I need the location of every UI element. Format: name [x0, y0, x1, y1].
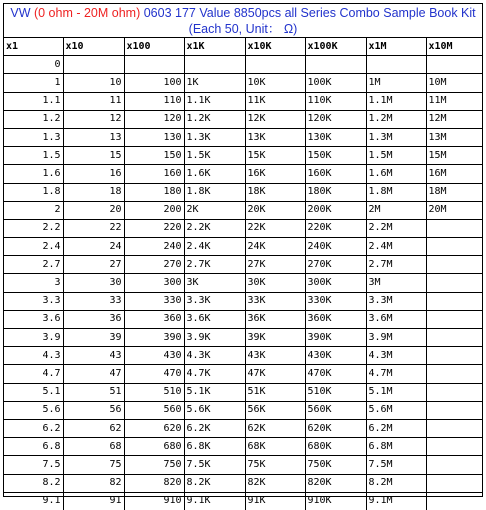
table-cell: 510 — [124, 383, 184, 401]
table-cell: 5.1M — [366, 383, 426, 401]
table-row — [4, 329, 482, 347]
column-header: x100 — [124, 38, 184, 56]
table-cell: 39K — [245, 329, 305, 347]
table-cell — [245, 56, 305, 74]
table-cell: 1.2K — [184, 110, 245, 128]
table-cell: 18M — [426, 183, 482, 201]
table-cell: 130 — [124, 128, 184, 146]
table-cell: 100K — [305, 74, 366, 92]
table-cell: 33K — [245, 292, 305, 310]
kit-title-line-1 — [4, 5, 482, 21]
table-cell: 6.8M — [366, 438, 426, 456]
table-cell: 750 — [124, 456, 184, 474]
table-cell: 15K — [245, 147, 305, 165]
table-cell: 360K — [305, 310, 366, 328]
table-cell: 160K — [305, 165, 366, 183]
column-header: x10K — [245, 38, 305, 56]
table-row — [4, 401, 482, 419]
table-row — [4, 165, 482, 183]
table-cell: 82K — [245, 474, 305, 492]
table-cell — [426, 347, 482, 365]
table-cell: 3.3M — [366, 292, 426, 310]
table-cell: 1.3K — [184, 128, 245, 146]
table-cell: 5.6M — [366, 401, 426, 419]
table-cell: 12 — [63, 110, 124, 128]
column-header: x100K — [305, 38, 366, 56]
table-cell: 6.8 — [4, 438, 63, 456]
table-row — [4, 256, 482, 274]
table-cell: 360 — [124, 310, 184, 328]
table-row — [4, 110, 482, 128]
table-cell: 12K — [245, 110, 305, 128]
table-cell: 5.6 — [4, 401, 63, 419]
table-cell: 12M — [426, 110, 482, 128]
table-cell: 1.8K — [184, 183, 245, 201]
table-cell — [426, 274, 482, 292]
table-cell: 5.1 — [4, 383, 63, 401]
table-cell: 11K — [245, 92, 305, 110]
table-cell: 1.3 — [4, 128, 63, 146]
table-cell: 6.8K — [184, 438, 245, 456]
table-cell: 36K — [245, 310, 305, 328]
table-cell: 390 — [124, 329, 184, 347]
table-cell: 2.7M — [366, 256, 426, 274]
table-cell: 9.1K — [184, 492, 245, 510]
table-cell — [426, 365, 482, 383]
table-cell: 1.8 — [4, 183, 63, 201]
table-cell: 75K — [245, 456, 305, 474]
table-row — [4, 274, 482, 292]
table-cell: 2.4 — [4, 238, 63, 256]
table-cell: 620K — [305, 419, 366, 437]
column-header: x1 — [4, 38, 63, 56]
table-cell: 82 — [63, 474, 124, 492]
table-cell: 110 — [124, 92, 184, 110]
table-row — [4, 238, 482, 256]
table-cell — [426, 383, 482, 401]
table-cell: 13M — [426, 128, 482, 146]
table-cell: 13 — [63, 128, 124, 146]
table-cell: 200K — [305, 201, 366, 219]
kit-title-main: 0603 177 Value 8850pcs all Series Combo Sample Book Kit — [140, 6, 476, 20]
table-cell: 220K — [305, 219, 366, 237]
table-cell: 2.4M — [366, 238, 426, 256]
table-cell: 240 — [124, 238, 184, 256]
table-cell — [124, 56, 184, 74]
table-cell: 220 — [124, 219, 184, 237]
table-cell: 2.7K — [184, 256, 245, 274]
table-cell: 7.5K — [184, 456, 245, 474]
table-cell: 62K — [245, 419, 305, 437]
table-cell: 1.1K — [184, 92, 245, 110]
table-cell: 20M — [426, 201, 482, 219]
table-row — [4, 74, 482, 92]
table-cell: 47 — [63, 365, 124, 383]
table-cell: 390K — [305, 329, 366, 347]
table-cell — [366, 56, 426, 74]
table-cell: 7.5M — [366, 456, 426, 474]
table-cell: 1.8M — [366, 183, 426, 201]
table-cell — [426, 474, 482, 492]
table-cell: 8.2M — [366, 474, 426, 492]
table-cell: 6.2M — [366, 419, 426, 437]
table-cell: 270 — [124, 256, 184, 274]
table-cell: 8.2K — [184, 474, 245, 492]
table-row — [4, 56, 482, 74]
table-cell: 0 — [4, 56, 63, 74]
kit-title-line-2: (Each 50, Unit： Ω) — [188, 22, 298, 36]
table-cell — [426, 238, 482, 256]
table-cell: 120K — [305, 110, 366, 128]
table-cell: 20K — [245, 201, 305, 219]
table-row — [4, 365, 482, 383]
table-row — [4, 492, 482, 510]
table-cell: 3K — [184, 274, 245, 292]
table-cell: 22 — [63, 219, 124, 237]
table-cell: 56K — [245, 401, 305, 419]
table-cell: 3.9M — [366, 329, 426, 347]
table-cell: 51K — [245, 383, 305, 401]
table-cell: 3.6K — [184, 310, 245, 328]
table-cell: 4.7M — [366, 365, 426, 383]
kit-title-range: (0 ohm - 20M ohm) — [33, 6, 141, 20]
table-cell: 1.5K — [184, 147, 245, 165]
column-header: x10 — [63, 38, 124, 56]
table-cell: 1.1 — [4, 92, 63, 110]
table-cell — [426, 401, 482, 419]
table-cell — [426, 329, 482, 347]
table-cell — [426, 292, 482, 310]
table-row — [4, 347, 482, 365]
kit-title-prefix: VW — [10, 6, 34, 20]
table-cell: 6.2 — [4, 419, 63, 437]
table-cell: 27K — [245, 256, 305, 274]
table-header-row — [4, 38, 482, 56]
table-cell: 680K — [305, 438, 366, 456]
table-cell: 330K — [305, 292, 366, 310]
table-row — [4, 219, 482, 237]
table-cell: 20 — [63, 201, 124, 219]
table-row — [4, 383, 482, 401]
table-cell: 10M — [426, 74, 482, 92]
table-cell: 1M — [366, 74, 426, 92]
table-cell: 510K — [305, 383, 366, 401]
table-cell — [426, 256, 482, 274]
table-cell: 91 — [63, 492, 124, 510]
table-cell: 2.2M — [366, 219, 426, 237]
kit-title — [4, 4, 482, 38]
table-cell: 5.6K — [184, 401, 245, 419]
table-cell: 62 — [63, 419, 124, 437]
table-cell: 150K — [305, 147, 366, 165]
table-cell: 43K — [245, 347, 305, 365]
table-cell: 9.1 — [4, 492, 63, 510]
table-cell — [426, 456, 482, 474]
table-cell: 150 — [124, 147, 184, 165]
column-header: x10M — [426, 38, 482, 56]
table-body — [4, 56, 482, 510]
table-cell: 3.9 — [4, 329, 63, 347]
table-cell: 680 — [124, 438, 184, 456]
table-cell: 2K — [184, 201, 245, 219]
table-cell — [184, 56, 245, 74]
resistor-value-table — [4, 38, 482, 510]
table-cell: 160 — [124, 165, 184, 183]
table-cell: 470 — [124, 365, 184, 383]
table-cell: 3.3K — [184, 292, 245, 310]
table-cell: 1K — [184, 74, 245, 92]
table-cell — [63, 56, 124, 74]
table-cell: 27 — [63, 256, 124, 274]
table-row — [4, 438, 482, 456]
table-cell: 56 — [63, 401, 124, 419]
table-cell: 560 — [124, 401, 184, 419]
table-cell: 33 — [63, 292, 124, 310]
table-cell — [426, 56, 482, 74]
table-cell: 10 — [63, 74, 124, 92]
table-cell: 16K — [245, 165, 305, 183]
table-cell: 910K — [305, 492, 366, 510]
table-cell: 22K — [245, 219, 305, 237]
table-cell: 1.5 — [4, 147, 63, 165]
table-cell: 18 — [63, 183, 124, 201]
table-cell: 6.2K — [184, 419, 245, 437]
table-cell: 100 — [124, 74, 184, 92]
table-cell: 130K — [305, 128, 366, 146]
table-cell: 560K — [305, 401, 366, 419]
table-cell: 1.1M — [366, 92, 426, 110]
table-cell: 4.7K — [184, 365, 245, 383]
table-cell: 75 — [63, 456, 124, 474]
table-cell: 30K — [245, 274, 305, 292]
table-cell: 51 — [63, 383, 124, 401]
table-cell: 30 — [63, 274, 124, 292]
table-cell: 330 — [124, 292, 184, 310]
table-cell: 13K — [245, 128, 305, 146]
value-table-sheet — [3, 3, 483, 507]
table-cell: 1.6K — [184, 165, 245, 183]
table-cell: 180 — [124, 183, 184, 201]
table-cell: 910 — [124, 492, 184, 510]
table-cell: 11M — [426, 92, 482, 110]
table-cell: 3.3 — [4, 292, 63, 310]
table-cell — [426, 219, 482, 237]
table-cell: 1.2 — [4, 110, 63, 128]
table-cell: 24K — [245, 238, 305, 256]
table-cell: 47K — [245, 365, 305, 383]
table-cell: 2.2K — [184, 219, 245, 237]
table-cell: 110K — [305, 92, 366, 110]
table-cell: 1.5M — [366, 147, 426, 165]
table-row — [4, 474, 482, 492]
table-cell: 430K — [305, 347, 366, 365]
table-cell: 470K — [305, 365, 366, 383]
table-cell: 24 — [63, 238, 124, 256]
table-cell: 2M — [366, 201, 426, 219]
table-cell — [426, 310, 482, 328]
table-cell: 300K — [305, 274, 366, 292]
table-cell: 1.6M — [366, 165, 426, 183]
table-row — [4, 128, 482, 146]
table-cell: 430 — [124, 347, 184, 365]
table-cell: 820 — [124, 474, 184, 492]
table-cell: 1.6 — [4, 165, 63, 183]
table-cell: 68K — [245, 438, 305, 456]
table-cell — [305, 56, 366, 74]
table-cell: 270K — [305, 256, 366, 274]
table-row — [4, 419, 482, 437]
table-cell: 11 — [63, 92, 124, 110]
table-cell: 200 — [124, 201, 184, 219]
table-cell: 7.5 — [4, 456, 63, 474]
column-header: x1K — [184, 38, 245, 56]
table-cell: 8.2 — [4, 474, 63, 492]
table-cell: 16M — [426, 165, 482, 183]
table-row — [4, 292, 482, 310]
table-cell: 2.2 — [4, 219, 63, 237]
table-cell: 180K — [305, 183, 366, 201]
table-cell: 1 — [4, 74, 63, 92]
table-cell: 620 — [124, 419, 184, 437]
table-row — [4, 201, 482, 219]
table-cell: 18K — [245, 183, 305, 201]
table-cell: 300 — [124, 274, 184, 292]
table-row — [4, 310, 482, 328]
table-cell: 3 — [4, 274, 63, 292]
table-row — [4, 183, 482, 201]
table-cell: 10K — [245, 74, 305, 92]
table-cell: 3.9K — [184, 329, 245, 347]
table-cell: 2 — [4, 201, 63, 219]
table-row — [4, 147, 482, 165]
table-cell: 39 — [63, 329, 124, 347]
table-cell: 9.1M — [366, 492, 426, 510]
table-cell: 3.6M — [366, 310, 426, 328]
table-cell: 4.3M — [366, 347, 426, 365]
table-cell: 3M — [366, 274, 426, 292]
table-cell: 750K — [305, 456, 366, 474]
table-cell: 2.4K — [184, 238, 245, 256]
table-cell: 1.2M — [366, 110, 426, 128]
table-cell: 4.7 — [4, 365, 63, 383]
table-cell: 4.3 — [4, 347, 63, 365]
table-cell: 4.3K — [184, 347, 245, 365]
table-cell: 120 — [124, 110, 184, 128]
table-cell: 15M — [426, 147, 482, 165]
table-cell — [426, 438, 482, 456]
table-cell — [426, 492, 482, 510]
table-cell: 91K — [245, 492, 305, 510]
table-cell: 1.3M — [366, 128, 426, 146]
column-header: x1M — [366, 38, 426, 56]
table-cell: 15 — [63, 147, 124, 165]
table-cell — [426, 419, 482, 437]
table-row — [4, 92, 482, 110]
table-cell: 820K — [305, 474, 366, 492]
table-row — [4, 456, 482, 474]
table-cell: 240K — [305, 238, 366, 256]
table-cell: 43 — [63, 347, 124, 365]
table-cell: 2.7 — [4, 256, 63, 274]
table-cell: 16 — [63, 165, 124, 183]
table-cell: 3.6 — [4, 310, 63, 328]
table-cell: 68 — [63, 438, 124, 456]
table-cell: 5.1K — [184, 383, 245, 401]
table-cell: 36 — [63, 310, 124, 328]
